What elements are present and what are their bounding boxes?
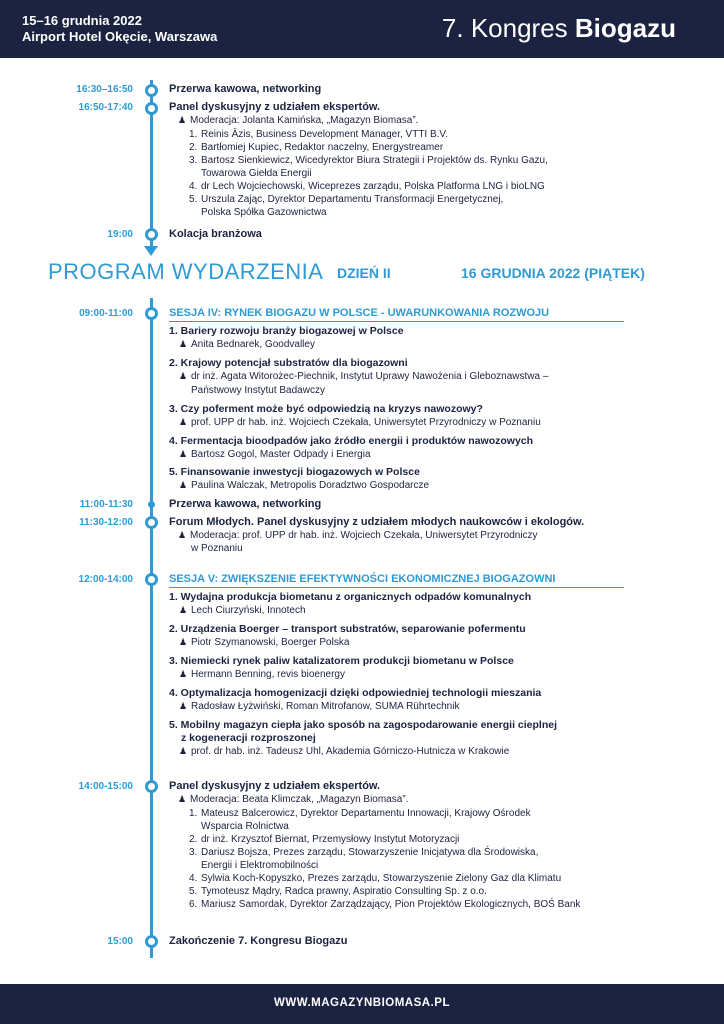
program-heading: PROGRAM WYDARZENIA <box>48 259 324 284</box>
list-item-continuation: Towarowa Giełda Energii <box>201 168 312 179</box>
timeline-dot <box>145 228 158 241</box>
moderation-text: Moderacja: Beata Klimczak, „Magazyn Biomasa”. <box>190 794 409 805</box>
list-number: 2. <box>189 142 198 153</box>
event-title-bold: Biogazu <box>574 13 676 43</box>
panelist-text: Dariusz Bojsza, Prezes zarządu, Stowarzyszenie Inicjatywa dla Środowiska, <box>201 847 539 858</box>
program-date: 16 GRUDNIA 2022 (PIĄTEK) <box>461 265 645 281</box>
session-divider <box>169 587 624 588</box>
speaker-text: dr inż. Agata Witorożec-Piechnik, Instytut Uprawy Nawożenia i Gleboznawstwa – <box>191 371 549 382</box>
panelist-text: Mateusz Balcerowicz, Dyrektor Departamentu Innowacji, Krajowy Ośrodek <box>201 808 531 819</box>
person-icon: ♟ <box>178 530 187 540</box>
timeline-dot <box>145 516 158 529</box>
time-label: 14:00-15:00 <box>78 781 133 792</box>
person-icon: ♟ <box>179 605 188 615</box>
list-item-continuation: Energii i Elektromobilności <box>201 860 319 871</box>
list-item-continuation: Wsparcia Rolnictwa <box>201 821 289 832</box>
list-item <box>189 807 580 820</box>
time-label: 09:00-11:00 <box>79 308 133 319</box>
person-icon: ♟ <box>178 794 187 804</box>
person-icon: ♟ <box>179 669 188 679</box>
time-label: 16:30–16:50 <box>76 84 133 95</box>
speaker-text: prof. dr hab. inż. Tadeusz Uhl, Akademia Górniczo-Hutnicza w Krakowie <box>191 746 510 757</box>
panelist-text: dr inż. Krzysztof Biernat, Przemysłowy Instytut Motoryzacji <box>201 834 460 845</box>
event-date: 15–16 grudnia 2022 <box>22 13 142 28</box>
list-number: 2. <box>189 834 198 845</box>
list-item <box>189 180 548 193</box>
list-item <box>189 128 548 141</box>
talk-title: 2. Krajowy potencjał substratów dla biogazowni <box>169 357 408 369</box>
list-item <box>189 193 548 206</box>
moderation-text: Moderacja: Jolanta Kamińska, „Magazyn Biomasa”. <box>190 115 419 126</box>
list-number: 6. <box>189 899 198 910</box>
panelist-text: Urszula Zając, Dyrektor Departamentu Transformacji Energetycznej, <box>201 194 504 205</box>
page-header <box>0 0 724 58</box>
list-number: 3. <box>189 155 198 166</box>
talk-title: 2. Urządzenia Boerger – transport substratów, separowanie pofermentu <box>169 623 526 635</box>
talk-title: 5. Finansowanie inwestycji biogazowych w Polsce <box>169 466 420 478</box>
speaker-line <box>179 637 349 648</box>
speaker-text: Paulina Walczak, Metropolis Doradztwo Gospodarcze <box>191 480 430 491</box>
event-title-dinner: Kolacja branżowa <box>169 228 262 240</box>
panelist-text: dr Lech Wojciechowski, Wiceprezes zarządu, Polska Platforma LNG i bioLNG <box>201 181 545 192</box>
event-title-break: Przerwa kawowa, networking <box>169 498 322 510</box>
time-label: 12:00-14:00 <box>78 574 133 585</box>
list-number: 1. <box>189 808 198 819</box>
person-icon: ♟ <box>179 371 188 381</box>
moderation-text: Moderacja: prof. UPP dr hab. inż. Wojciech Czekała, Uniwersytet Przyrodniczy <box>190 530 538 541</box>
list-number: 5. <box>189 194 198 205</box>
panelist-text: Bartosz Sienkiewicz, Wicedyrektor Biura Strategii i Projektów ds. Rynku Gazu, <box>201 155 548 166</box>
timeline-dot <box>145 573 158 586</box>
person-icon: ♟ <box>179 417 188 427</box>
person-icon: ♟ <box>178 115 187 125</box>
time-label: 11:30-12:00 <box>79 517 133 528</box>
speaker-line <box>179 480 429 491</box>
person-icon: ♟ <box>179 449 188 459</box>
panelist-text: Sylwia Koch-Kopyszko, Prezes zarządu, Stowarzyszenie Zielony Gaz dla Klimatu <box>201 873 562 884</box>
time-label: 11:00-11:30 <box>79 499 133 510</box>
timeline-dot <box>145 307 158 320</box>
person-icon: ♟ <box>179 746 188 756</box>
session-title: SESJA IV: RYNEK BIOGAZU W POLSCE - UWARUNKOWANIA ROZWOJU <box>169 307 550 319</box>
page-footer <box>0 984 724 1024</box>
session-divider <box>169 321 624 322</box>
event-venue: Airport Hotel Okęcie, Warszawa <box>22 29 218 44</box>
speaker-text: prof. UPP dr hab. inż. Wojciech Czekała, Uniwersytet Przyrodniczy w Poznaniu <box>191 417 541 428</box>
timeline-dot <box>145 780 158 793</box>
talk-title: 1. Wydajna produkcja biometanu z organicznych odpadów komunalnych <box>169 591 532 603</box>
speaker-line <box>179 746 509 757</box>
event-title-break: Przerwa kawowa, networking <box>169 83 322 95</box>
speaker-line <box>179 449 371 460</box>
talk-title: 5. Mobilny magazyn ciepła jako sposób na zagospodarowanie energii cieplnej <box>169 719 558 731</box>
person-icon: ♟ <box>179 637 188 647</box>
event-title-panel: Panel dyskusyjny z udziałem ekspertów. <box>169 101 381 113</box>
speaker-text: Lech Ciurzyński, Innotech <box>191 605 306 616</box>
speaker-text: Hermann Benning, revis bioenergy <box>191 669 345 680</box>
speaker-line <box>179 339 315 350</box>
list-number: 5. <box>189 886 198 897</box>
panelist-text: Mariusz Samordak, Dyrektor Zarządzający, Pion Projektów Ekologicznych, BOŚ Bank <box>201 899 581 910</box>
list-item <box>189 872 580 885</box>
list-item <box>189 141 548 154</box>
time-label: 19:00 <box>107 229 133 240</box>
speaker-line <box>179 701 459 712</box>
talk-title: 1. Bariery rozwoju branży biogazowej w Polsce <box>169 325 404 337</box>
talk-title: 4. Optymalizacja homogenizacji dzięki odpowiedniej technologii mieszania <box>169 687 542 699</box>
event-title-forum: Forum Młodych. Panel dyskusyjny z udziałem młodych naukowców i ekologów. <box>169 516 585 528</box>
list-item-continuation: Polska Spółka Gazownictwa <box>201 207 327 218</box>
timeline-line-day2 <box>150 298 153 958</box>
speaker-line <box>179 371 548 382</box>
timeline-dot <box>148 501 155 508</box>
moderation-line <box>178 794 408 805</box>
speaker-text: Piotr Szymanowski, Boerger Polska <box>191 637 350 648</box>
talk-title-continuation: z kogeneracji rozproszonej <box>181 732 316 744</box>
timeline-dot <box>145 935 158 948</box>
timeline-arrow-icon <box>144 246 158 256</box>
speaker-line <box>179 417 541 428</box>
panelist-text: Bartłomiej Kupiec, Redaktor naczelny, Energystreamer <box>201 142 444 153</box>
event-date-venue <box>22 13 217 45</box>
talk-title: 3. Niemiecki rynek paliw katalizatorem produkcji biometanu w Polsce <box>169 655 514 667</box>
event-title-prefix: 7. Kongres <box>441 13 568 43</box>
panelist-list <box>189 128 548 219</box>
footer-url-link[interactable]: WWW.MAGAZYNBIOMASA.PL <box>274 997 450 1009</box>
person-icon: ♟ <box>179 701 188 711</box>
timeline-dot <box>145 84 158 97</box>
time-label: 15:00 <box>107 936 133 947</box>
event-title <box>442 12 676 44</box>
speaker-line <box>179 669 345 680</box>
speaker-line <box>179 605 306 616</box>
moderation-line <box>178 115 418 126</box>
list-number: 4. <box>189 181 198 192</box>
moderation-line-continuation: w Poznaniu <box>191 543 243 554</box>
timeline-dot <box>145 102 158 115</box>
list-item <box>189 154 548 167</box>
session-title: SESJA V: ZWIĘKSZENIE EFEKTYWNOŚCI EKONOMICZNEJ BIOGAZOWNI <box>169 573 556 585</box>
time-label: 16:50-17:40 <box>78 102 133 113</box>
speaker-text: Radosław Łyżwiński, Roman Mitrofanow, SUMA Rührtechnik <box>191 701 460 712</box>
panelist-text: Reinis Āzis, Business Development Manager, VTTI B.V. <box>201 129 448 140</box>
talk-title: 3. Czy poferment może być odpowiedzią na kryzys nawozowy? <box>169 403 483 415</box>
event-title-panel: Panel dyskusyjny z udziałem ekspertów. <box>169 780 381 792</box>
list-item <box>189 885 580 898</box>
list-number: 3. <box>189 847 198 858</box>
speaker-line-continuation: Państwowy Instytut Badawczy <box>191 385 325 396</box>
talk-title: 4. Fermentacja bioodpadów jako źródło energii i produktów nawozowych <box>169 435 534 447</box>
list-item <box>189 846 580 859</box>
person-icon: ♟ <box>179 339 188 349</box>
speaker-text: Bartosz Gogol, Master Odpady i Energia <box>191 449 371 460</box>
moderation-line <box>178 530 538 541</box>
list-item <box>189 833 580 846</box>
speaker-text: Anita Bednarek, Goodvalley <box>191 339 315 350</box>
list-number: 1. <box>189 129 198 140</box>
person-icon: ♟ <box>179 480 188 490</box>
panelist-list <box>189 807 580 911</box>
list-item <box>189 898 580 911</box>
panelist-text: Tymoteusz Mądry, Radca prawny, Aspiratio Consulting Sp. z o.o. <box>201 886 487 897</box>
program-day: DZIEŃ II <box>337 265 391 281</box>
event-title-closing: Zakończenie 7. Kongresu Biogazu <box>169 935 348 947</box>
list-number: 4. <box>189 873 198 884</box>
